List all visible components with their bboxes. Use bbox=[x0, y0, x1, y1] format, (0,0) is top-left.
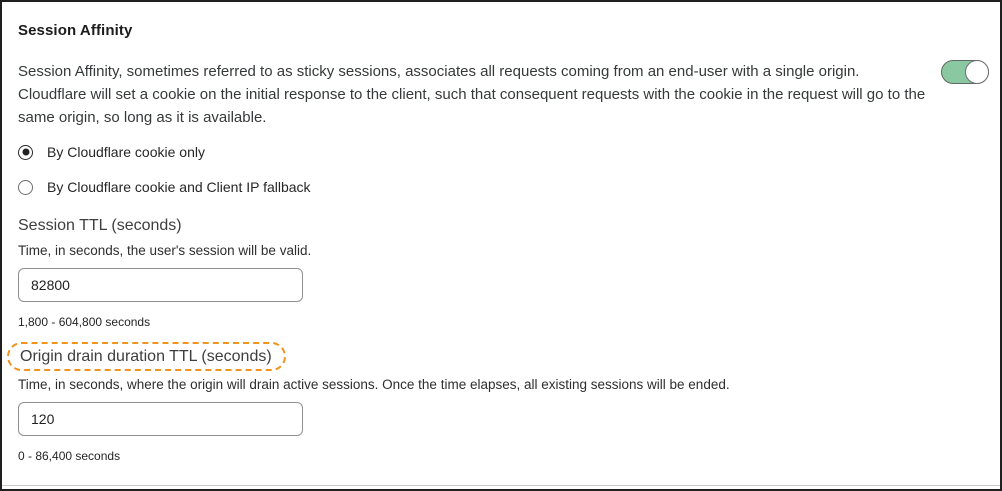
radio-unselected-icon bbox=[18, 180, 33, 195]
session-ttl-input[interactable] bbox=[18, 268, 303, 302]
origin-drain-ttl-helper-text: Time, in seconds, where the origin will drain active sessions. Once the time elapses, all existing sessions will be ended. bbox=[18, 377, 730, 392]
toggle-knob-icon bbox=[965, 60, 989, 84]
section-title: Session Affinity bbox=[18, 22, 133, 39]
description-row bbox=[18, 60, 984, 129]
radio-option-cloudflare-cookie-only[interactable] bbox=[18, 144, 205, 160]
session-affinity-toggle[interactable] bbox=[941, 60, 989, 84]
radio-option-label: By Cloudflare cookie and Client IP fallback bbox=[47, 179, 311, 195]
annotation-dashed-highlight bbox=[7, 342, 286, 371]
origin-drain-ttl-input[interactable] bbox=[18, 402, 303, 436]
radio-option-label: By Cloudflare cookie only bbox=[47, 144, 205, 160]
bottom-divider bbox=[2, 485, 1000, 486]
radio-option-cookie-and-client-ip[interactable] bbox=[18, 179, 311, 195]
session-affinity-card bbox=[2, 2, 1000, 463]
session-ttl-helper-text: Time, in seconds, the user's session will be valid. bbox=[18, 243, 312, 258]
radio-selected-icon bbox=[18, 145, 33, 160]
session-ttl-label: Session TTL (seconds) bbox=[18, 217, 182, 234]
session-ttl-range-hint: 1,800 - 604,800 seconds bbox=[18, 315, 151, 329]
affinity-mode-radio-group bbox=[18, 144, 984, 195]
section-description: Session Affinity, sometimes referred to as sticky sessions, associates all requests coming from an end-user with a single origin. Cloudflare will set a cookie on the initial response to the client, such that consequent requests with the cookie in the request will go to the same origin, so long as it is available. bbox=[18, 63, 926, 126]
origin-drain-ttl-range-hint: 0 - 86,400 seconds bbox=[18, 449, 121, 463]
origin-drain-ttl-label: Origin drain duration TTL (seconds) bbox=[20, 348, 272, 365]
